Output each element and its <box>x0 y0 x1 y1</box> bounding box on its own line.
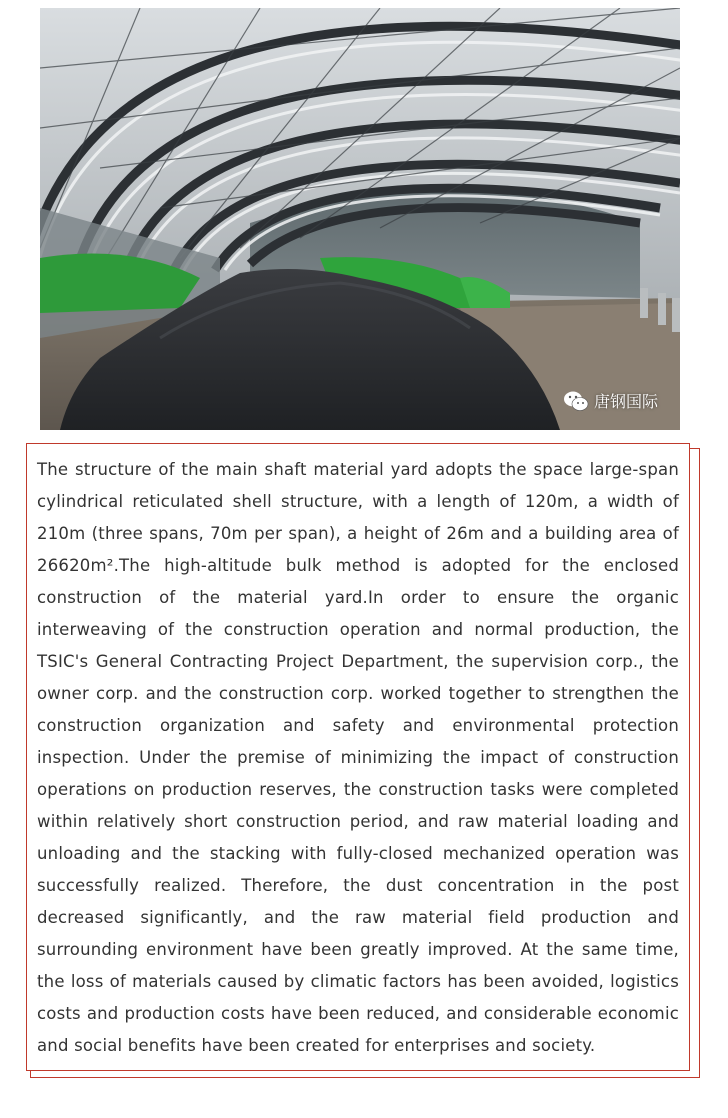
watermark-text: 唐钢国际 <box>593 392 658 411</box>
material-yard-photo <box>40 8 680 430</box>
wechat-icon <box>563 390 589 412</box>
watermark <box>563 389 658 412</box>
article-card <box>26 443 690 1071</box>
material-yard-illustration <box>40 8 680 430</box>
article-paragraph: The structure of the main shaft material yard adopts the space large-span cylindrical reticulated shell structure, with a length of 120m, a width of 210m (three spans, 70m per span), a height of 26m and a building area of 26620m².The high-altitude bulk method is adopted for the enclosed construction of the material yard.In order to ensure the organic interweaving of the construction operation and normal production, the TSIC's General Contracting Project Department, the supervision corp., the owner corp. and the construction corp. worked together to strengthen the construction organization and safety and environmental protection inspection. Under the premise of minimizing the impact of construction operations on production reserves, the construction tasks were completed within relatively short construction period, and raw material loading and unloading and the stacking with fully-closed mechanized operation was successfully realized. Therefore, the dust concentration in the post decreased significantly, and the raw material field production and surrounding environment have been greatly improved. At the same time, the loss of materials caused by climatic factors has been avoided, logistics costs and production costs have been reduced, and considerable economic and social benefits have been created for enterprises and society. <box>37 460 679 1055</box>
